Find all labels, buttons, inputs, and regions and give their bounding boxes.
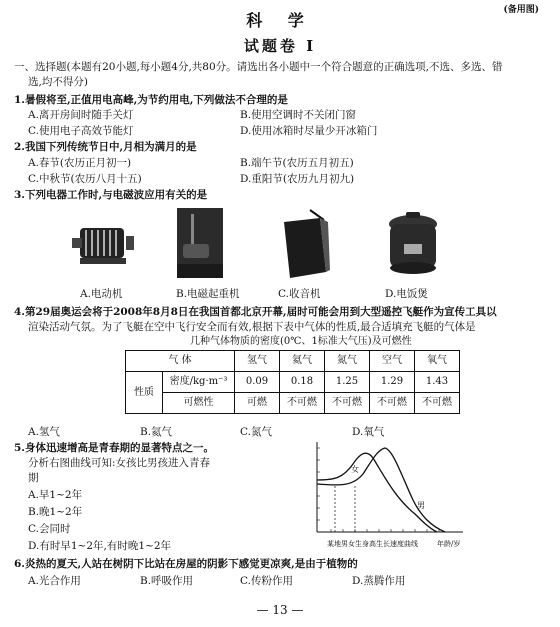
q6-option-a: A.光合作用 (28, 575, 81, 587)
table-header-cell: 氢气 (235, 351, 280, 372)
table-cell: 可燃 (235, 393, 280, 414)
gas-table-caption: 几种气体物质的密度(0℃、1标准大气压)及可燃性 (190, 336, 412, 347)
flammability-label-cell: 可燃性 (163, 393, 235, 414)
gas-properties-table (125, 350, 460, 414)
section-intro-line-2: 选,均不得分) (28, 76, 88, 88)
spare-figure-tag: (备用图) (503, 5, 539, 15)
table-cell: 1.25 (325, 372, 370, 393)
q6-option-c: C.传粉作用 (240, 575, 293, 587)
table-header-cell: 气 体 (126, 351, 235, 372)
property-label-cell: 性质 (126, 372, 163, 414)
table-cell: 0.18 (280, 372, 325, 393)
table-cell: 不可燃 (370, 393, 415, 414)
question-1-stem: 1.暑假将至,正值用电高峰,为节约用电,下列做法不合理的是 (14, 94, 288, 106)
q6-option-d: D.蒸腾作用 (352, 575, 406, 587)
q3-option-b: B.电磁起重机 (176, 288, 240, 300)
boy-curve-label: 男 (417, 501, 425, 510)
electromagnetic-crane-image (177, 208, 223, 278)
table-row (126, 372, 460, 393)
q1-option-b: B.使用空调时不关闭门窗 (240, 109, 357, 121)
chart-caption: 某地男女生身高生长速度曲线 (327, 540, 418, 548)
electric-motor-image (70, 212, 140, 274)
table-row (126, 393, 460, 414)
table-cell: 不可燃 (280, 393, 325, 414)
chart-x-unit: 年龄/岁 (437, 540, 461, 548)
question-4-stem-line-2: 渲染活动气氛。为了飞艇在空中飞行安全而有效,根据下表中气体的性质,最合适填充飞艇的气体是 (28, 321, 476, 333)
question-5-stem-line-3: 期 (28, 472, 39, 484)
density-label-cell: 密度/kg·m⁻³ (163, 372, 235, 393)
q4-option-a: A.氢气 (28, 426, 60, 438)
q1-option-a: A.离开房间时随手关灯 (28, 109, 134, 121)
q4-option-d: D.氧气 (352, 426, 385, 438)
question-4-stem-line-1: 4.第29届奥运会将于2008年8月8日在我国首都北京开幕,届时可能会用到大型遥控飞艇作为宣传工具以 (14, 306, 497, 318)
question-6-stem: 6.炎热的夏天,人站在树阴下比站在房屋的阴影下感觉更凉爽,是由于植物的 (14, 558, 358, 570)
q2-option-a: A.春节(农历正月初一) (28, 157, 132, 169)
subject-title: 科 学 (246, 11, 314, 30)
table-row (126, 351, 460, 372)
q3-option-a: A.电动机 (80, 288, 123, 300)
table-cell: 1.43 (415, 372, 460, 393)
q6-option-b: B.呼吸作用 (140, 575, 194, 587)
table-header-cell: 氮气 (325, 351, 370, 372)
section-intro-line-1: 一、选择题(本题有20小题,每小题4分,共80分。请选出各小题中一个符合题意的正确选项,不选、多选、错 (14, 61, 503, 73)
q5-option-d: D.有时早1~2年,有时晚1~2年 (28, 540, 172, 552)
table-header-cell: 氦气 (280, 351, 325, 372)
question-5-stem-line-1: 5.身体迅速增高是青春期的显著特点之一。 (14, 442, 214, 454)
table-cell: 1.29 (370, 372, 415, 393)
question-5-stem-line-2: 分析右图曲线可知:女孩比男孩进入青春 (28, 457, 211, 469)
boy-curve (317, 448, 445, 532)
q5-option-c: C.会同时 (28, 523, 71, 535)
paper-title: 试题卷 I (243, 37, 317, 55)
page-number: — 13 — (256, 603, 304, 617)
q3-option-c: C.收音机 (278, 288, 321, 300)
question-3-stem: 3.下列电器工作时,与电磁波应用有关的是 (14, 189, 208, 201)
q5-option-b: B.晚1~2年 (28, 506, 83, 518)
q4-option-b: B.氦气 (140, 426, 173, 438)
q2-option-d: D.重阳节(农历九月初九) (240, 173, 355, 185)
table-cell: 0.09 (235, 372, 280, 393)
q2-option-b: B.端午节(农历五月初五) (240, 157, 354, 169)
girl-curve (317, 453, 437, 532)
radio-receiver-image (280, 208, 332, 280)
table-cell: 不可燃 (325, 393, 370, 414)
rice-cooker-image (382, 208, 444, 280)
table-cell: 不可燃 (415, 393, 460, 414)
growth-rate-curve-figure (305, 438, 477, 558)
q1-option-c: C.使用电子高效节能灯 (28, 125, 134, 137)
table-header-cell: 氧气 (415, 351, 460, 372)
q1-option-d: D.使用冰箱时尽量少开冰箱门 (240, 125, 378, 137)
girl-curve-label: 女 (351, 465, 359, 474)
q5-option-a: A.早1~2年 (28, 489, 83, 501)
question-2-stem: 2.我国下列传统节日中,月相为满月的是 (14, 141, 197, 153)
table-header-cell: 空气 (370, 351, 415, 372)
q3-option-d: D.电饭煲 (385, 288, 428, 300)
q2-option-c: C.中秋节(农历八月十五) (28, 173, 142, 185)
q4-option-c: C.氮气 (240, 426, 272, 438)
